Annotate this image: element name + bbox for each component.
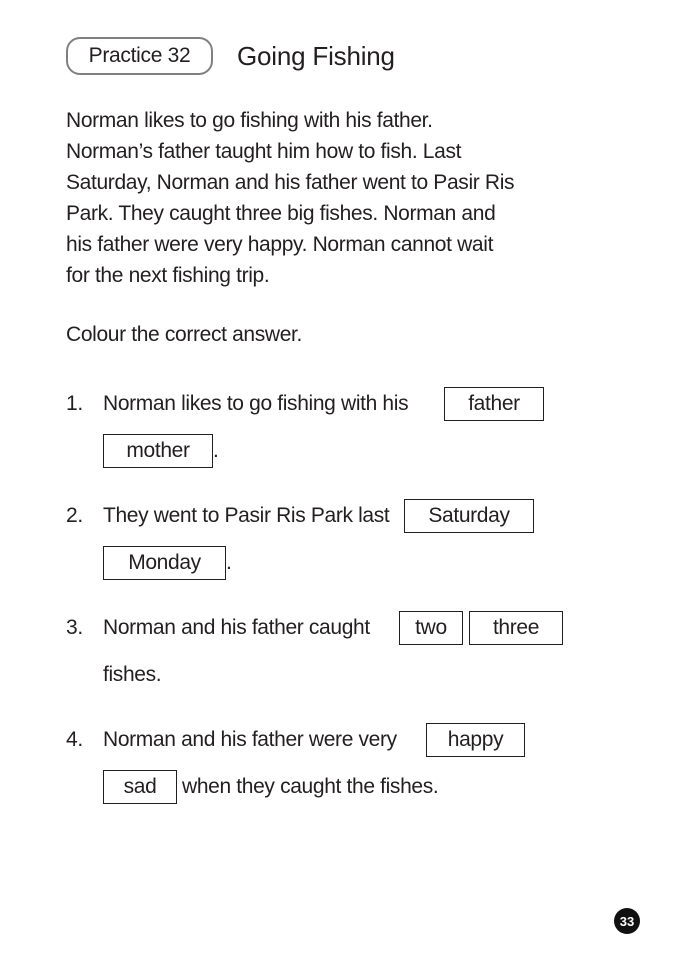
question-tail: when they caught the fishes. xyxy=(182,775,439,798)
question-number: 2. xyxy=(66,504,83,527)
answer-option-monday[interactable]: Monday xyxy=(103,546,226,580)
page-title: Going Fishing xyxy=(237,40,395,71)
question-number: 3. xyxy=(66,616,83,639)
passage-line: Norman’s father taught him how to fish. Last xyxy=(66,140,462,163)
passage-line: his father were very happy. Norman cannot wait xyxy=(66,233,494,256)
answer-option-father[interactable]: father xyxy=(444,387,544,421)
passage-line: Norman likes to go fishing with his father. xyxy=(66,109,433,132)
question-text: Norman and his father were very xyxy=(103,728,397,751)
question-text: Norman and his father caught xyxy=(103,616,370,639)
passage-line: for the next fishing trip. xyxy=(66,264,270,287)
header xyxy=(66,37,395,75)
answer-option-two[interactable]: two xyxy=(399,611,463,645)
answer-option-mother[interactable]: mother xyxy=(103,434,213,468)
page-number-badge: 33 xyxy=(614,908,640,934)
question-tail: . xyxy=(226,551,232,574)
passage-line: Park. They caught three big fishes. Norman and xyxy=(66,202,496,225)
question-tail: . xyxy=(213,439,219,462)
answer-option-saturday[interactable]: Saturday xyxy=(404,499,534,533)
reading-passage xyxy=(66,105,586,291)
question-tail: fishes. xyxy=(103,663,162,686)
question-number: 4. xyxy=(66,728,83,751)
question-number: 1. xyxy=(66,392,83,415)
passage-line: Saturday, Norman and his father went to Pasir Ris xyxy=(66,171,515,194)
instruction-text: Colour the correct answer. xyxy=(66,323,303,346)
answer-option-happy[interactable]: happy xyxy=(426,723,525,757)
answer-option-sad[interactable]: sad xyxy=(103,770,177,804)
practice-label: Practice 32 xyxy=(66,37,213,75)
answer-option-three[interactable]: three xyxy=(469,611,563,645)
question-text: They went to Pasir Ris Park last xyxy=(103,504,390,527)
question-text: Norman likes to go fishing with his xyxy=(103,392,409,415)
